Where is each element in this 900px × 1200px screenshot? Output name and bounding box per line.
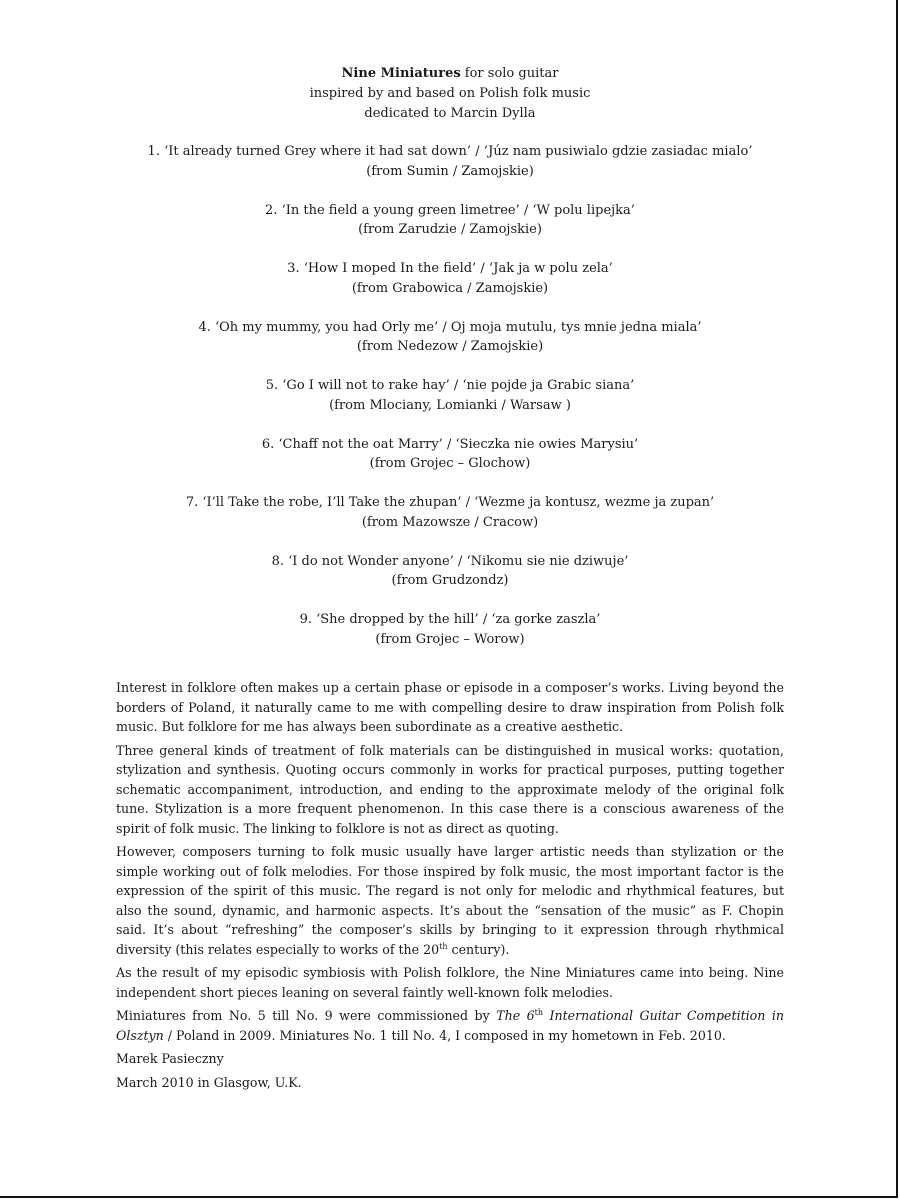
header-title-line xyxy=(0,64,900,84)
paragraph-text: However, composers turning to folk music usually have larger artistic needs than stylization or the simple working out of folk melodies. For those inspired by folk music, the most important factor is the expression of the spirit of this music. The regard is not only for melodic and rhythmical features, but also the sound, dynamic, and harmonic aspects. It’s about the “sensation of the music” as F. Chopin said. It’s about “refreshing” the composer’s skills by bringing to it expression through rhythmical diversity (this relates especially to works of the 20 xyxy=(116,844,784,957)
paragraph-symbiosis: As the result of my episodic symbiosis with Polish folklore, the Nine Miniatures came into being. Nine independent short pieces leaning on several faintly well-known folk melodies. xyxy=(116,965,784,1000)
signature: Marek Pasieczny xyxy=(116,1051,224,1066)
piece-title: 9. ‘She dropped by the hill’ / ‘za gorke zaszla’ xyxy=(299,612,601,627)
piece-source: (from Mazowsze / Cracow) xyxy=(361,514,539,530)
piece-source: (from Mlociany, Lomianki / Warsaw ) xyxy=(329,397,571,413)
piece-title: 5. ‘Go I will not to rake hay’ / ‘nie pojde ja Grabic siana’ xyxy=(265,378,635,393)
paragraph-treatment-kinds: Three general kinds of treatment of folk materials can be distinguished in musical works: quotation, stylization and synthesis. Quoting occurs commonly in works for practical purposes, putting together schematic accompaniment, introduction, and ending to the approximate melody of the original folk tune. Stylization is a more frequent phenomenon. In this case there is a conscious awareness of the spirit of folk music. The linking to folklore is not as direct as quoting. xyxy=(116,742,784,836)
list-item xyxy=(0,142,900,201)
piece-title: 8. ‘I do not Wonder anyone’ / ‘Nikomu sie nie dziwuje’ xyxy=(271,553,629,569)
list-item xyxy=(0,435,900,494)
piece-source: (from Zarudzie / Zamojskie) xyxy=(358,222,542,237)
piece-source: (from Nedezow / Zamojskie) xyxy=(356,339,544,354)
paragraph-commission xyxy=(116,1006,784,1045)
list-item xyxy=(0,201,900,260)
paragraph-composers-needs xyxy=(116,842,784,959)
piece-title: 3. ‘How I moped In the field’ / ‘Jak ja w polu zela’ xyxy=(287,261,613,276)
superscript: th xyxy=(534,1007,544,1017)
date-place: March 2010 in Glasgow, U.K. xyxy=(116,1074,302,1090)
inspiration-line: inspired by and based on Polish folk music xyxy=(309,86,591,101)
competition-name-start: The 6 xyxy=(496,1008,535,1023)
work-subtitle: for solo guitar xyxy=(460,66,559,81)
paragraph-text-end: century). xyxy=(447,941,510,957)
program-notes xyxy=(116,678,784,1096)
piece-source: (from Grudzondz) xyxy=(391,573,509,588)
work-title: Nine Miniatures xyxy=(341,66,461,81)
piece-source: (from Sumin / Zamojskie) xyxy=(366,163,534,179)
list-item xyxy=(0,552,900,611)
paragraph-text-end: / Poland in 2009. Miniatures No. 1 till No. 4, I composed in my hometown in Feb. 2010. xyxy=(163,1027,726,1043)
list-item xyxy=(0,259,900,318)
dedication-line: dedicated to Marcin Dylla xyxy=(364,106,536,121)
list-item xyxy=(0,493,900,552)
list-item xyxy=(0,318,900,377)
piece-title: 7. ‘I’ll Take the robe, I’ll Take the zhupan’ / ‘Wezme ja kontusz, wezme ja zupan’ xyxy=(185,495,715,510)
piece-title: 1. ‘It already turned Grey where it had sat down’ / ‘Júz nam pusiwialo gdzie zasiadac mialo’ xyxy=(147,144,753,159)
piece-source: (from Grabowica / Zamojskie) xyxy=(351,280,549,296)
header xyxy=(0,64,900,124)
piece-title: 6. ‘Chaff not the oat Marry’ / ‘Sieczka nie owies Marysiu’ xyxy=(261,436,639,452)
piece-list xyxy=(0,142,900,669)
list-item xyxy=(0,376,900,435)
piece-title: 4. ‘Oh my mummy, you had Orly me’ / Oj moja mutulu, tys mnie jedna miala’ xyxy=(198,319,702,335)
paragraph-text: Miniatures from No. 5 till No. 9 were commissioned by xyxy=(116,1008,497,1023)
paragraph-folklore-interest: Interest in folklore often makes up a certain phase or episode in a composer’s works. Living beyond the borders of Poland, it naturally came to me with compelling desire to draw inspiration from Polish folk music. But folklore for me has always been subordinate as a creative aesthetic. xyxy=(116,680,784,734)
list-item xyxy=(0,610,900,669)
competition-name-end: International Guitar Competition in Olsztyn xyxy=(116,1008,784,1043)
superscript: th xyxy=(439,941,448,951)
piece-title: 2. ‘In the field a young green limetree’ / ‘W polu lipejka’ xyxy=(265,202,635,218)
piece-source: (from Grojec – Worow) xyxy=(375,631,525,647)
piece-source: (from Grojec – Glochow) xyxy=(369,456,531,471)
